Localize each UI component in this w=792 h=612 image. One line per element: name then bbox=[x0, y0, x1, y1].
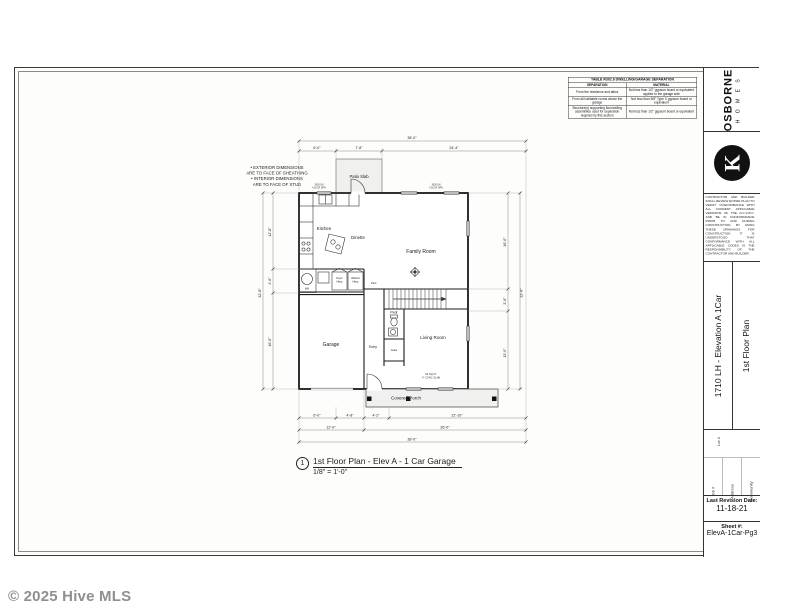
caption-number-bubble: 1 bbox=[296, 457, 309, 470]
community-field bbox=[741, 458, 760, 502]
brand-subname: H O M E S bbox=[735, 76, 742, 123]
svg-text:32'-8": 32'-8" bbox=[519, 288, 524, 298]
sheet-number: ElevA-1Car-Pg3 bbox=[706, 530, 758, 537]
revision-label: Last Revision Date: bbox=[706, 498, 758, 504]
powder-label: Pwdr bbox=[390, 310, 398, 315]
entry-label: Entry bbox=[369, 345, 377, 349]
patio-slab bbox=[336, 159, 382, 193]
sheet-number-cell bbox=[704, 522, 760, 557]
svg-text:12'-0": 12'-0" bbox=[326, 425, 336, 430]
note-line: • EXTERIOR DIMENSIONS bbox=[250, 165, 304, 170]
kitchen-label: Kitchen bbox=[316, 226, 332, 231]
job-field bbox=[704, 458, 722, 495]
address-label: Address bbox=[729, 484, 735, 499]
plan-name-col bbox=[704, 262, 732, 429]
dryer-label: Dryer bbox=[336, 277, 343, 280]
svg-text:3'-8": 3'-8" bbox=[503, 297, 507, 305]
svg-text:22'-10": 22'-10" bbox=[451, 413, 463, 418]
garage-label: Garage bbox=[322, 342, 340, 348]
water-heater-label: WH bbox=[304, 287, 310, 291]
material-cell: Not less than 1/2" gypsum board or equivalent bbox=[626, 106, 697, 119]
washer-label: Washer bbox=[351, 277, 360, 280]
svg-text:38'-0": 38'-0" bbox=[407, 437, 417, 442]
svg-text:4.18 SF OPN: 4.18 SF OPN bbox=[312, 187, 326, 190]
table-row bbox=[568, 106, 697, 119]
material-cell: Not less than 5/8" Type X gypsum board or equivalent bbox=[626, 97, 697, 106]
note-line: ARE TO FACE OF STUD bbox=[252, 181, 302, 187]
sheet-number-label: Sheet #: bbox=[721, 524, 743, 530]
svg-text:6'-0": 6'-0" bbox=[313, 413, 321, 418]
svg-text:4" CONC SLAB: 4" CONC SLAB bbox=[421, 376, 441, 380]
svg-text:94 SQ FT: 94 SQ FT bbox=[425, 373, 437, 376]
separation-cell: From the residence and attics bbox=[568, 88, 626, 97]
svg-text:13'-0": 13'-0" bbox=[503, 348, 507, 358]
floor-plan bbox=[241, 126, 551, 466]
revision-date: 11-18-21 bbox=[716, 504, 748, 513]
lot-field bbox=[704, 430, 760, 458]
garage-separation-table bbox=[568, 77, 697, 130]
osborne-logo-icon bbox=[711, 142, 753, 184]
material-col-header: MATERIAL bbox=[626, 83, 697, 88]
svg-text:16'-0": 16'-0" bbox=[268, 337, 272, 347]
separation-col-header: SEPARATION bbox=[568, 83, 626, 88]
svg-text:Hkup: Hkup bbox=[352, 280, 359, 284]
svg-text:3050 SH: 3050 SH bbox=[314, 184, 324, 187]
disclaimer-cell bbox=[704, 194, 760, 262]
svg-text:6'-0": 6'-0" bbox=[313, 146, 321, 150]
svg-text:4.18 SF OPN: 4.18 SF OPN bbox=[429, 187, 443, 190]
job-label: Job # bbox=[710, 486, 716, 497]
note-line: • INTERIOR DIMENSIONS bbox=[251, 176, 303, 182]
material-cell: Not less than 1/2" gypsum board or equivalent applied to the garage side bbox=[626, 88, 697, 97]
sheet-title: 1st Floor Plan bbox=[741, 319, 752, 372]
drawing-sheet bbox=[14, 67, 759, 556]
revision-cell bbox=[704, 496, 760, 522]
mls-watermark: © 2025 Hive MLS bbox=[8, 588, 132, 605]
table-row bbox=[568, 88, 697, 97]
disclaimer-text: CONTRACTOR AND BUILDER SHALL REVIEW ENTIRE PLAN TO VERIFY CONFORMANCE WITH ALL CURRENT APPLICABLE VERSIONS OF THE N.C.S.B.C. AND BE IN CONFORMANCE PRIOR TO AND DURING CONSTRUCTION. BY USING THESE DRAWINGS FOR CONSTRUCTION IT IS UNDERSTOOD THAT CONFORMANCE WITH ALL APPLICABLE CODES IS THE RESPONSIBILITY OF THE CONTRACTOR AND BUILDER. bbox=[705, 195, 755, 256]
caption-scale: 1/8" = 1'-0" bbox=[313, 469, 348, 476]
svg-text:24'-4": 24'-4" bbox=[449, 146, 459, 150]
separation-cell: Structure(s) supporting floor/ceiling assemblies used for separation required by this section bbox=[568, 106, 626, 119]
dinette-label: Dinette bbox=[351, 235, 365, 240]
patio-label: Patio Slab bbox=[349, 174, 369, 179]
brand-cell bbox=[704, 68, 760, 132]
svg-text:4'-2": 4'-2" bbox=[372, 413, 380, 418]
svg-text:7'-8": 7'-8" bbox=[355, 146, 363, 150]
garage-door bbox=[311, 387, 353, 391]
separation-table-title: TABLE R302.6 DWELLING/GARAGE SEPARATION bbox=[568, 77, 697, 83]
svg-text:4'-0": 4'-0" bbox=[268, 277, 272, 285]
table-row bbox=[568, 97, 697, 106]
svg-text:26'-0": 26'-0" bbox=[440, 425, 450, 430]
covered-porch bbox=[366, 389, 498, 407]
svg-text:12'-8": 12'-8" bbox=[268, 227, 272, 237]
plan-name: 1710 LH - Elevation A 1Car bbox=[712, 294, 723, 397]
pantry-label: Pant. bbox=[370, 282, 378, 285]
title-block-strip bbox=[703, 68, 760, 557]
family-room-label: Family Room bbox=[406, 249, 436, 255]
svg-text:32'-8": 32'-8" bbox=[258, 288, 262, 298]
separation-cell: From all habitable rooms above the garage bbox=[568, 97, 626, 106]
titles-cell bbox=[704, 262, 760, 430]
porch-label: Covered Porch bbox=[390, 395, 422, 401]
osborne-logo-cell bbox=[704, 132, 760, 194]
svg-text:16'-0": 16'-0" bbox=[503, 237, 507, 247]
community-label: Community bbox=[748, 481, 754, 502]
sheet-title-col bbox=[732, 262, 761, 429]
plan-caption bbox=[296, 456, 462, 476]
svg-text:3050 SH: 3050 SH bbox=[431, 184, 441, 187]
svg-text:Hkup: Hkup bbox=[336, 280, 343, 284]
porch-post bbox=[367, 397, 372, 402]
caption-title: 1st Floor Plan - Elev A - 1 Car Garage bbox=[313, 456, 462, 468]
brand-name: OSBORNE bbox=[722, 68, 735, 131]
svg-text:4'-8": 4'-8" bbox=[346, 413, 354, 418]
coats-closet-label: Coats bbox=[390, 349, 398, 352]
address-field bbox=[722, 458, 741, 499]
svg-text:38'-0": 38'-0" bbox=[407, 136, 417, 140]
svg-text:K: K bbox=[719, 153, 745, 172]
note-line: ARE TO FACE OF SHEATHING bbox=[246, 170, 308, 176]
living-room-label: Living Room bbox=[420, 335, 446, 340]
lot-label: Lot # bbox=[715, 437, 721, 446]
porch-post bbox=[492, 397, 497, 402]
